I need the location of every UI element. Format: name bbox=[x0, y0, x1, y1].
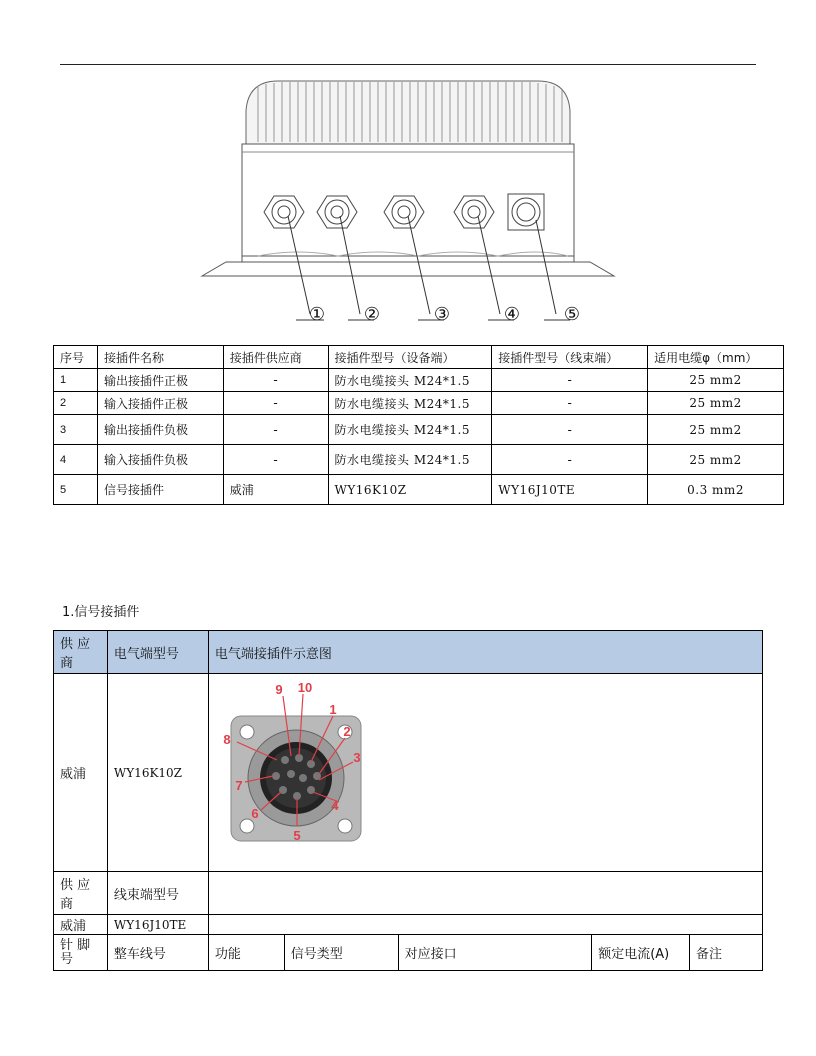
cell: - bbox=[223, 415, 328, 445]
signal-type-header: 信号类型 bbox=[284, 935, 398, 971]
header-rule bbox=[60, 64, 756, 65]
cell: 输入接插件负极 bbox=[97, 445, 223, 475]
pin-table-header-row bbox=[54, 935, 763, 971]
diagram-cell bbox=[208, 674, 762, 872]
harness-model-cell: WY16J10TE bbox=[107, 915, 208, 935]
callout-1: ① bbox=[308, 304, 326, 325]
cell: 2 bbox=[54, 392, 98, 415]
cell: 25 mm2 bbox=[648, 369, 784, 392]
cell: - bbox=[223, 369, 328, 392]
pin-label-10: 10 bbox=[297, 680, 313, 695]
pin-label-7: 7 bbox=[235, 778, 243, 793]
cell: 防水电缆接头 M24*1.5 bbox=[328, 415, 492, 445]
pin-label-8: 8 bbox=[223, 732, 231, 747]
header-cell: 接插件供应商 bbox=[223, 346, 328, 369]
pin-label-4: 4 bbox=[331, 798, 339, 813]
model-cell: WY16K10Z bbox=[107, 674, 208, 872]
header-cell: 序号 bbox=[54, 346, 98, 369]
header-cell: 适用电缆φ（mm） bbox=[648, 346, 784, 369]
pin-label-1: 1 bbox=[329, 702, 337, 717]
cell: 输入接插件正极 bbox=[97, 392, 223, 415]
callout-2: ② bbox=[363, 304, 381, 325]
header-cell: 接插件名称 bbox=[97, 346, 223, 369]
header-cell: 接插件型号（线束端） bbox=[492, 346, 648, 369]
pin-number-header: 针 脚 号 bbox=[54, 935, 108, 971]
supplier-cell: 威浦 bbox=[54, 915, 108, 935]
cell: 输出接插件负极 bbox=[97, 415, 223, 445]
diagram-header: 电气端接插件示意图 bbox=[208, 631, 762, 674]
cell: 25 mm2 bbox=[648, 445, 784, 475]
cell: 3 bbox=[54, 415, 98, 445]
signal-connector-table bbox=[53, 630, 763, 971]
table-row bbox=[54, 369, 784, 392]
cell: - bbox=[223, 445, 328, 475]
cell: 防水电缆接头 M24*1.5 bbox=[328, 445, 492, 475]
pin-label-9: 9 bbox=[275, 682, 283, 697]
supplier-label: 供 应 商 bbox=[54, 872, 108, 915]
table-row bbox=[54, 445, 784, 475]
cell: 输出接插件正极 bbox=[97, 369, 223, 392]
cell: WY16J10TE bbox=[492, 475, 648, 505]
cell: 5 bbox=[54, 475, 98, 505]
pin-label-5: 5 bbox=[293, 828, 301, 843]
supplier-cell: 威浦 bbox=[54, 674, 108, 872]
cell: 1 bbox=[54, 369, 98, 392]
cell: 4 bbox=[54, 445, 98, 475]
callout-4: ④ bbox=[503, 304, 521, 325]
cell: - bbox=[492, 415, 648, 445]
rated-current-header: 额定电流(A) bbox=[592, 935, 690, 971]
pin-label-2: 2 bbox=[343, 724, 351, 739]
cell: 防水电缆接头 M24*1.5 bbox=[328, 369, 492, 392]
interface-header: 对应接口 bbox=[398, 935, 592, 971]
table-header-row bbox=[54, 346, 784, 369]
callout-5: ⑤ bbox=[563, 304, 581, 325]
section-title: 1.信号接插件 bbox=[62, 605, 140, 620]
table-row bbox=[54, 674, 763, 872]
pin-label-3: 3 bbox=[353, 750, 361, 765]
header-cell: 接插件型号（设备端） bbox=[328, 346, 492, 369]
cell: 25 mm2 bbox=[648, 392, 784, 415]
table-row bbox=[54, 872, 763, 915]
cell: 0.3 mm2 bbox=[648, 475, 784, 505]
table-row bbox=[54, 415, 784, 445]
connector-photo bbox=[213, 676, 363, 846]
harness-model-label: 线束端型号 bbox=[107, 872, 208, 915]
callout-3: ③ bbox=[433, 304, 451, 325]
table-row bbox=[54, 915, 763, 935]
cell: 信号接插件 bbox=[97, 475, 223, 505]
cell: - bbox=[492, 369, 648, 392]
pin-label-6: 6 bbox=[251, 806, 259, 821]
empty-cell bbox=[208, 915, 762, 935]
table-header-row bbox=[54, 631, 763, 674]
cell: - bbox=[223, 392, 328, 415]
cell: - bbox=[492, 445, 648, 475]
table-row bbox=[54, 475, 784, 505]
cell: WY16K10Z bbox=[328, 475, 492, 505]
empty-cell bbox=[208, 872, 762, 915]
supplier-header: 供 应 商 bbox=[54, 631, 108, 674]
cell: 威浦 bbox=[223, 475, 328, 505]
cell: - bbox=[492, 392, 648, 415]
cell: 防水电缆接头 M24*1.5 bbox=[328, 392, 492, 415]
table-row bbox=[54, 392, 784, 415]
function-header: 功能 bbox=[208, 935, 284, 971]
device-front-view bbox=[198, 76, 618, 326]
model-header: 电气端型号 bbox=[107, 631, 208, 674]
vehicle-wire-header: 整车线号 bbox=[107, 935, 208, 971]
connector-table bbox=[53, 345, 784, 505]
cell: 25 mm2 bbox=[648, 415, 784, 445]
remark-header: 备注 bbox=[690, 935, 763, 971]
